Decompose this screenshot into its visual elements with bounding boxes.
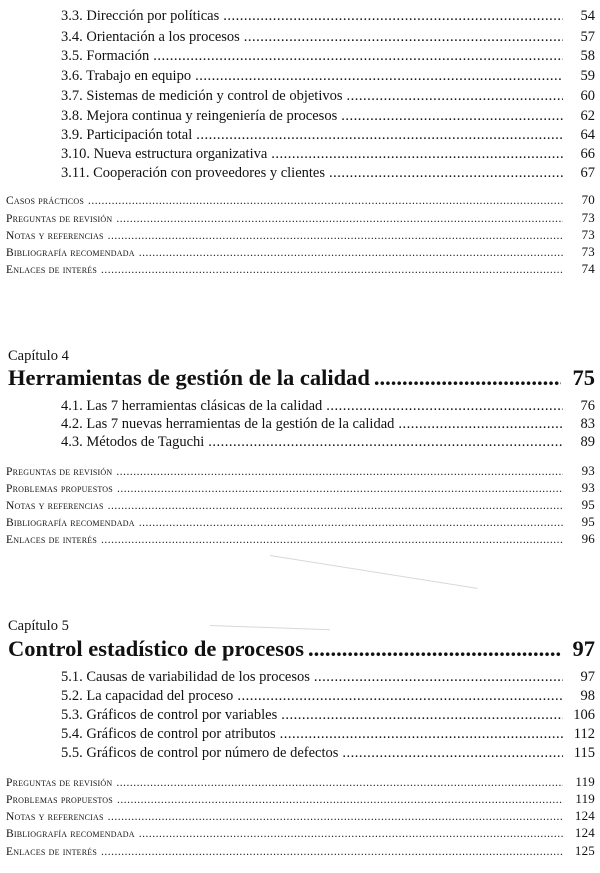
toc-page-number: 95 (581, 514, 595, 529)
toc-entry (0, 745, 600, 762)
toc-entry (0, 48, 600, 65)
toc-entry-label: 4.3. Métodos de Taguchi (61, 434, 205, 450)
toc-entry-label: 3.4. Orientación a los procesos (61, 29, 240, 45)
toc-extra-entry (0, 825, 600, 841)
toc-page-number: 57 (580, 29, 595, 45)
toc-page-number: 89 (580, 434, 595, 450)
toc-entry-label: Problemas propuestos (6, 483, 113, 495)
toc-entry (0, 68, 600, 85)
scan-streak (210, 625, 330, 630)
toc-entry-label: 4.1. Las 7 herramientas clásicas de la calidad (61, 398, 323, 414)
toc-entry-label: 3.11. Cooperación con proveedores y clientes (61, 165, 326, 181)
toc-page-number: 73 (581, 210, 595, 225)
toc-entry-label: 3.3. Dirección por políticas (61, 8, 220, 24)
toc-page-number: 58 (580, 48, 595, 64)
toc-extra-entry (0, 774, 600, 790)
toc-entry-label: 3.6. Trabajo en equipo (61, 68, 192, 84)
chapter-label: Capítulo 4 (8, 348, 69, 364)
toc-page-number: 74 (581, 261, 595, 276)
chapter-title: Herramientas de gestión de la calidad (8, 365, 370, 390)
toc-entry (0, 726, 600, 743)
toc-extra-entry (0, 514, 600, 530)
toc-extra-entry (0, 210, 600, 226)
toc-entry-label: Notas y referencias (6, 811, 104, 823)
toc-entry (0, 88, 600, 105)
toc-entry-label: 5.2. La capacidad del proceso (61, 688, 234, 704)
toc-entry-label: 3.7. Sistemas de medición y control de objetivos (61, 88, 343, 104)
toc-page-number: 64 (580, 127, 595, 143)
toc-extra-entry (0, 808, 600, 824)
toc-page-number: 62 (580, 108, 595, 124)
toc-page-number: 67 (580, 165, 595, 181)
toc-page-number: 98 (580, 688, 595, 704)
toc-page-number: 93 (581, 463, 595, 478)
toc-entry (0, 688, 600, 705)
toc-extra-entry (0, 244, 600, 260)
toc-entry-label: 5.1. Causas de variabilidad de los procesos (61, 669, 310, 685)
toc-page-number: 125 (574, 843, 595, 858)
toc-entry-label: 3.8. Mejora continua y reingeniería de procesos (61, 108, 338, 124)
toc-entry-label: Enlaces de interés (6, 534, 98, 546)
toc-entry-label: Notas y referencias (6, 500, 104, 512)
toc-entry-label: 3.10. Nueva estructura organizativa (61, 146, 268, 162)
toc-extra-entry (0, 791, 600, 807)
toc-entry (0, 146, 600, 163)
toc-page-number: 124 (574, 825, 595, 840)
toc-extra-entry (0, 192, 600, 208)
toc-entry-label: 5.5. Gráficos de control por número de defectos (61, 745, 339, 761)
toc-entry (0, 127, 600, 144)
toc-entry-label: Enlaces de interés (6, 264, 98, 276)
chapter-label: Capítulo 5 (8, 618, 69, 634)
chapter-title: Control estadístico de procesos (8, 636, 305, 661)
toc-entry-label: Enlaces de interés (6, 846, 98, 858)
toc-extra-entry (0, 227, 600, 243)
toc-entry-label: Preguntas de revisión (6, 466, 113, 478)
toc-extra-entry (0, 463, 600, 479)
toc-extra-entry (0, 843, 600, 859)
toc-entry (0, 8, 600, 25)
toc-page-number: 124 (574, 808, 595, 823)
toc-page-number: 70 (581, 192, 595, 207)
toc-entry-label: Casos prácticos (6, 195, 85, 207)
toc-page-number: 59 (580, 68, 595, 84)
toc-page-number: 73 (581, 244, 595, 259)
toc-entry-label: 5.4. Gráficos de control por atributos (61, 726, 276, 742)
toc-entry-label: 3.5. Formación (61, 48, 150, 64)
toc-page-number: 106 (573, 707, 595, 723)
toc-page-number: 83 (580, 416, 595, 432)
toc-page-number: 75 (572, 365, 595, 390)
toc-page-number: 96 (581, 531, 595, 546)
toc-entry-label: 3.9. Participación total (61, 127, 193, 143)
toc-entry (0, 29, 600, 46)
toc-extra-entry (0, 480, 600, 496)
toc-entry (0, 398, 600, 415)
toc-page-number: 66 (580, 146, 595, 162)
chapter-title-entry (0, 636, 600, 662)
toc-entry-label: 4.2. Las 7 nuevas herramientas de la gestión de la calidad (61, 416, 395, 432)
toc-entry-label: Bibliografía recomendada (6, 517, 135, 529)
toc-page-number: 73 (581, 227, 595, 242)
toc-page-number: 97 (580, 669, 595, 685)
toc-extra-entry (0, 497, 600, 513)
toc-page-number: 76 (580, 398, 595, 414)
toc-page-number: 119 (575, 774, 595, 789)
toc-entry (0, 108, 600, 125)
toc-page-number: 119 (575, 791, 595, 806)
toc-entry-label: 5.3. Gráficos de control por variables (61, 707, 278, 723)
toc-page-number: 115 (573, 745, 595, 761)
toc-page-number: 54 (580, 8, 595, 24)
toc-entry (0, 416, 600, 433)
toc-extra-entry (0, 531, 600, 547)
toc-entry-label: Preguntas de revisión (6, 213, 113, 225)
toc-extra-entry (0, 261, 600, 277)
toc-page-number: 97 (572, 636, 595, 661)
toc-entry (0, 669, 600, 686)
toc-page-number: 112 (573, 726, 595, 742)
scan-streak (270, 555, 478, 589)
toc-page-number: 60 (580, 88, 595, 104)
toc-entry (0, 434, 600, 451)
toc-entry (0, 165, 600, 182)
toc-entry-label: Notas y referencias (6, 230, 104, 242)
toc-entry (0, 707, 600, 724)
toc-entry-label: Bibliografía recomendada (6, 828, 135, 840)
chapter-title-entry (0, 365, 600, 391)
toc-entry-label: Problemas propuestos (6, 794, 113, 806)
toc-page-number: 95 (581, 497, 595, 512)
toc-entry-label: Preguntas de revisión (6, 777, 113, 789)
toc-page-number: 93 (581, 480, 595, 495)
toc-entry-label: Bibliografía recomendada (6, 247, 135, 259)
